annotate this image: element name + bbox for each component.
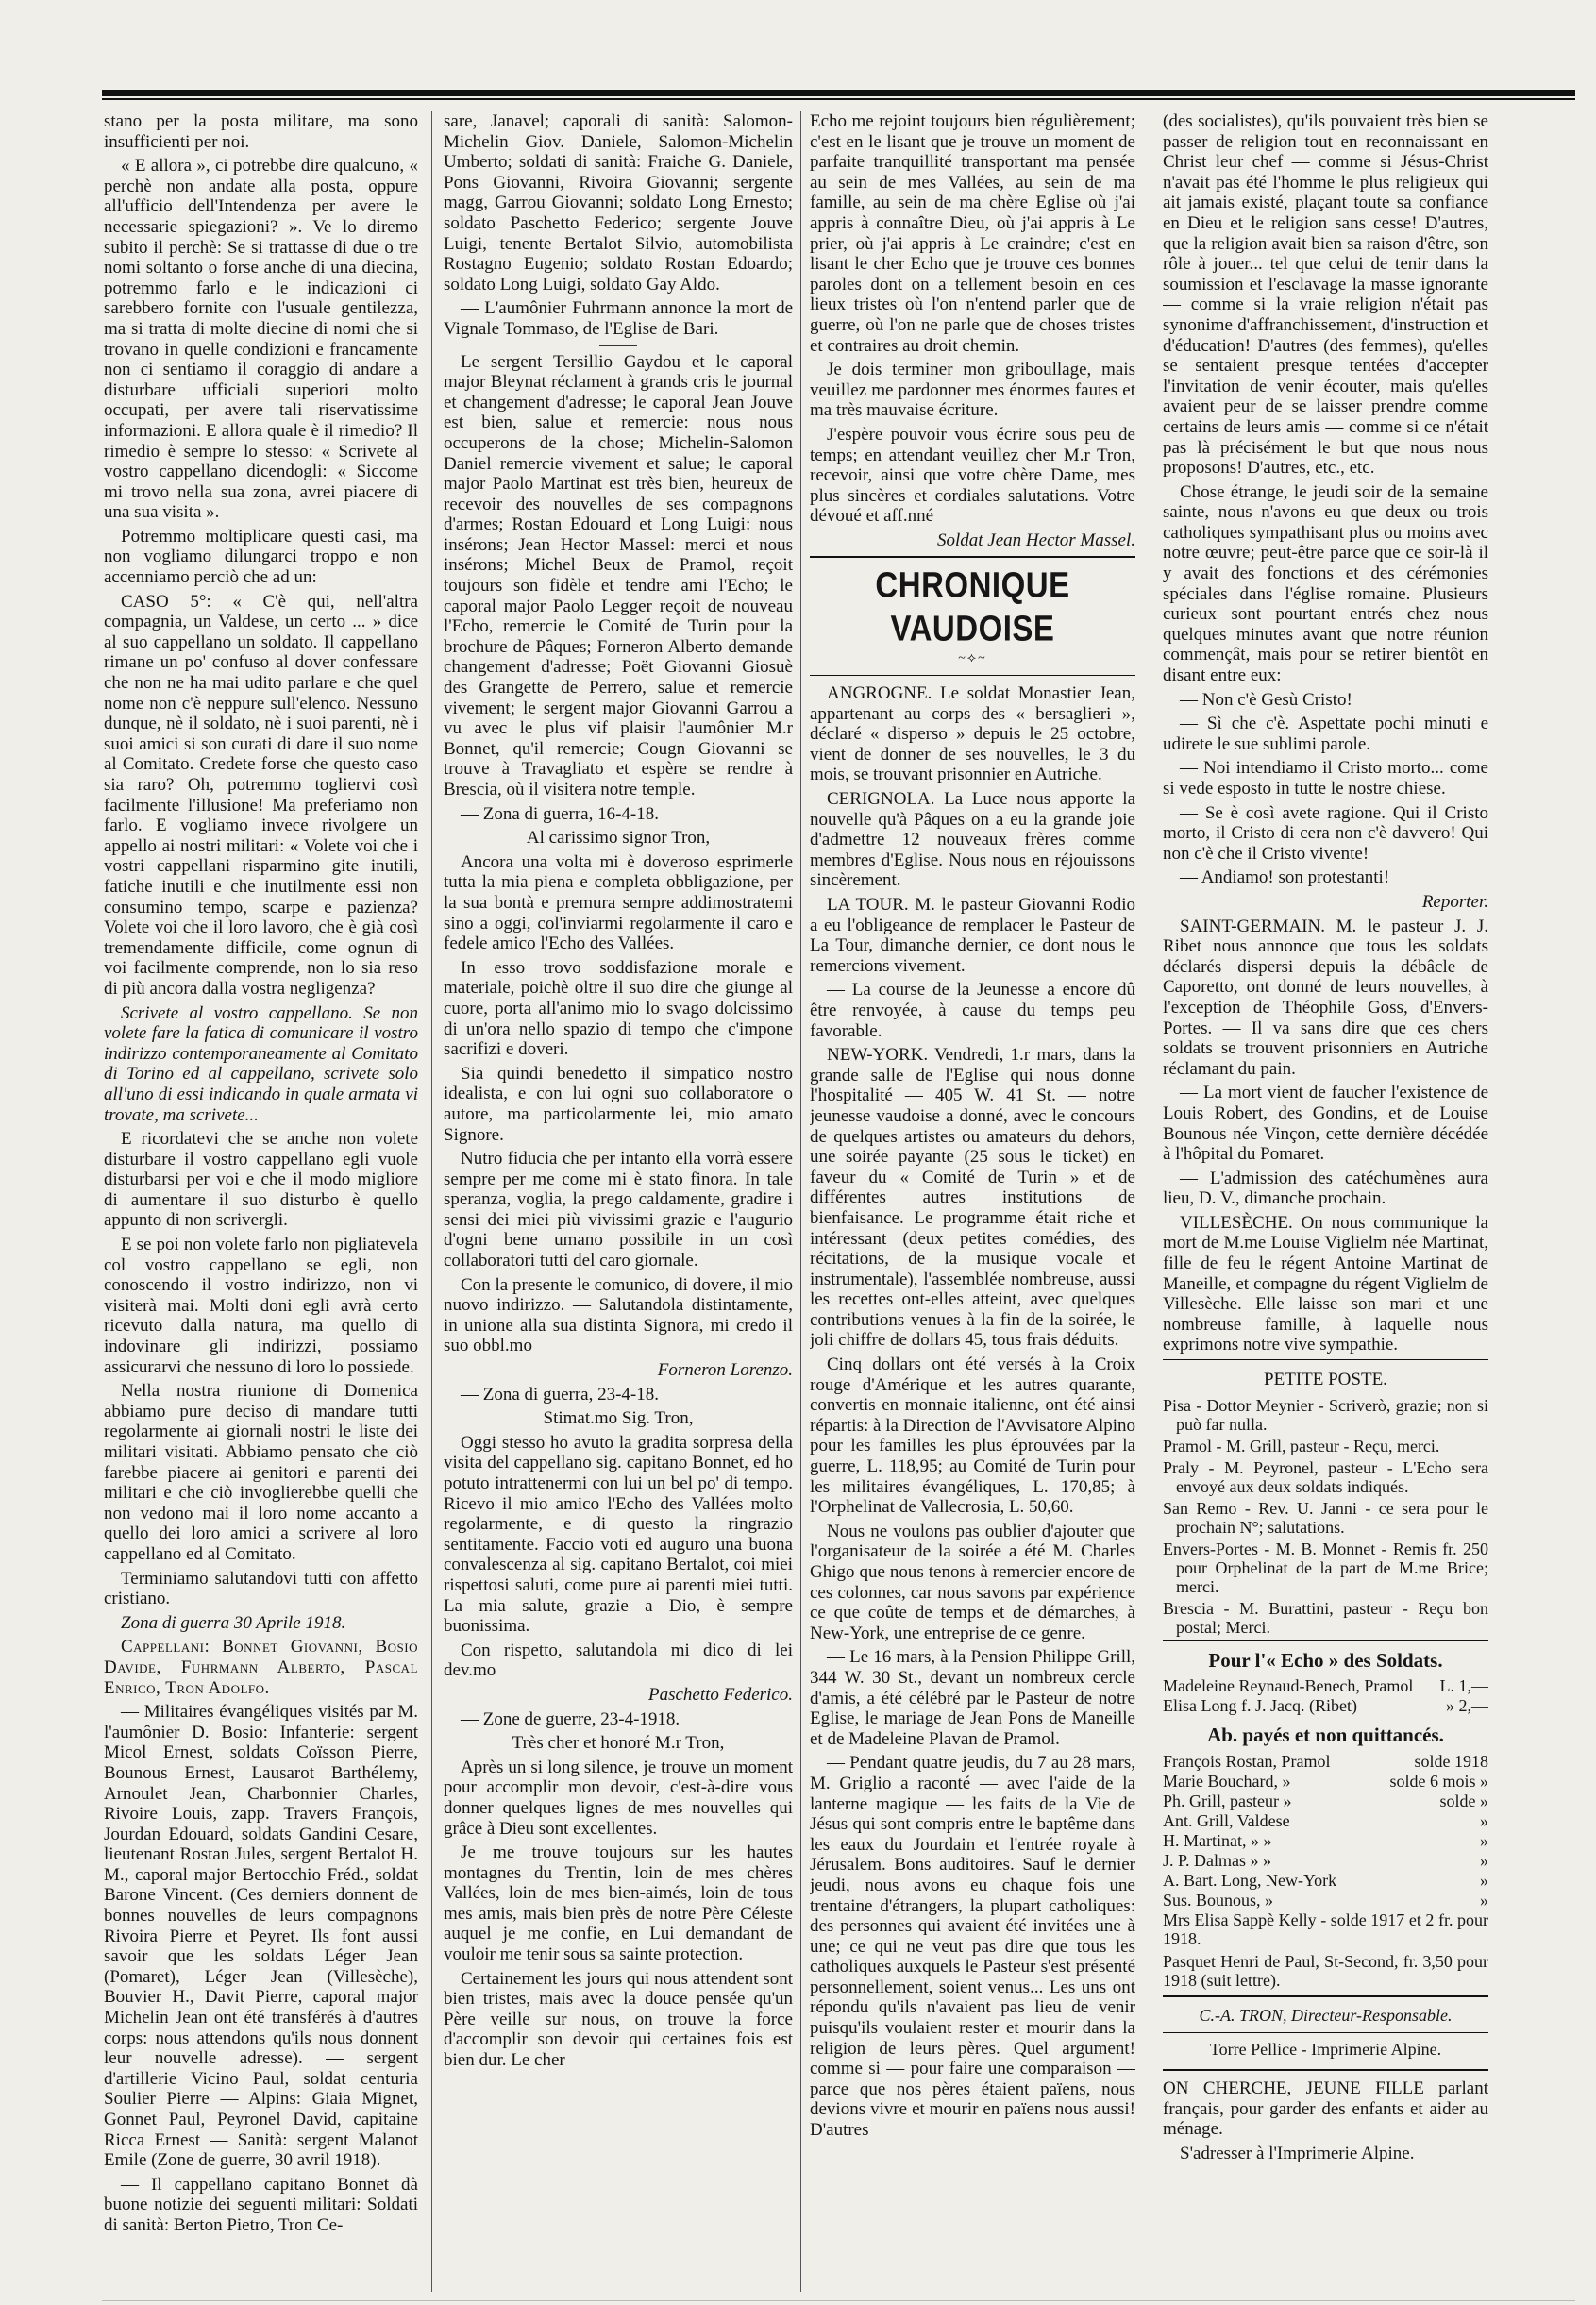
- paragraph: SAINT-GERMAIN. M. le pasteur J. J. Ribet nous annonce que tous les soldats déclarés dispersi depuis la débâcle de Caporetto, ont donné de leurs nouvelles, à l'exception de Théophile Goss, d'Envers-Portes. — Il va sans dire que ces chers soldats se trouvent prisonniers en Autriche réclamant du pain.: [1163, 916, 1488, 1079]
- list-item: Envers-Portes - M. B. Monnet - Remis fr. 250 pour Orphelinat de la part de M.me Brice; merci.: [1163, 1539, 1488, 1596]
- paragraph: — La course de la Jeunesse a encore dû être renvoyée, à cause du temps peu favorable.: [810, 980, 1135, 1041]
- paragraph: Oggi stesso ho avuto la gradita sorpresa della visita del cappellano sig. capitano Bonnet, ed ho potuto intrattenermi con lui un bel po' di tempo. Ricevo il mio amico l'Echo des Vallées molto regolarmente, e di questo la ringrazio sentitamente. Faccio voti ed auguro una buona convalescenza al sig. capitano Bertalot, coi miei rispettosi saluti, come pure ai parenti miei tutti. La mia salute, grazie a Dio, è sempre buonissima.: [444, 1432, 793, 1637]
- subscriber-note: »: [1480, 1890, 1488, 1910]
- subscriber-name: Marie Bouchard, »: [1163, 1771, 1291, 1791]
- paragraph: Nous ne voulons pas oublier d'ajouter que l'organisateur de la soirée a été M. Charles Ghigo que nous tenons à remercier encore de ces colonnes, car nous savons par expérience ce que coûte de temps et de démarches, à New-York, une entreprise de ce genre.: [810, 1521, 1135, 1643]
- subscriber-name: Ph. Grill, pasteur »: [1163, 1791, 1292, 1810]
- paragraph: ANGROGNE. Le soldat Monastier Jean, appartenant au corps des « bersaglieri », déclaré « disperso » depuis le 25 octobre, vient de donner de ses nouvelles, le 3 du mois, se trouvant prisonnier en Autriche.: [810, 683, 1135, 785]
- column-divider: [800, 111, 801, 2292]
- paragraph: Après un si long silence, je trouve un moment pour accomplir mon devoir, c'est-à-dire vous donner quelques lignes de mes nouvelles qui grâce à Dieu sont excellentes.: [444, 1757, 793, 1839]
- petite-poste-list: [1163, 1396, 1488, 1637]
- paragraph: Scrivete al vostro cappellano. Se non volete fare la fatica di comunicare il vostro indirizzo contemporaneamente al Comitato di Torino ed al cappellano, scrivete solo all'uno di essi indicando in quale armata vi trovate, ma scrivete...: [104, 1002, 418, 1125]
- dialogue-line: — Sì che c'è. Aspettate pochi minuti e udirete le sue sublimi parole.: [1163, 714, 1488, 754]
- salutation: Très cher et honoré M.r Tron,: [512, 1733, 725, 1754]
- list-item: [1163, 1696, 1488, 1716]
- paragraph: — Pendant quatre jeudis, du 7 au 28 mars, M. Griglio a raconté — avec l'aide de la lanterne magique — les faits de la Vie de Jésus qui sont compris entre le baptême dans les eaux du Jourdain et l'entrée royale à Jérusalem. Bons auditoires. Sauf le dernier jeudi, nous avons eu chaque fois une trentaine d'étrangers, la plupart catholiques: des personnes qui avaient été invitées une à une; ce qui ne veut pas dire que tous les catholiques auxquels le Pasteur s'est présenté personnellement, soient venus... Les uns ont répondu qu'ils n'avaient pas lieu de venir puisqu'ils voulaient rester et mourir dans la religion de leurs pères. Quel argument! comme si — pour faire une comparaison — parce que nos pères étaient païens, nous devions vivre et mourir en païens nous aussi! D'autres: [810, 1753, 1135, 2141]
- ornament-icon: ~⟡~: [958, 651, 987, 666]
- separator: [1163, 1640, 1488, 1641]
- column-3: [810, 111, 1135, 2292]
- list-item: [1163, 1871, 1488, 1891]
- dateline: — Zona di guerra, 16-4-18.: [461, 803, 659, 824]
- subscriber-note: solde 1918: [1414, 1751, 1488, 1771]
- subscriber-note: solde 6 mois »: [1389, 1771, 1488, 1791]
- chronique-header: [810, 556, 1135, 676]
- paragraph: In esso trovo soddisfazione morale e materiale, poichè oltre il suo dire che giunge al cuore, porta all'animo mio lo svago dolcissimo di un'ora nello spazio di tempo che c'impone sacrifizi e doveri.: [444, 957, 793, 1060]
- paragraph: stano per la posta militare, ma sono insufficienti per noi.: [104, 111, 418, 152]
- list-item: [1163, 1831, 1488, 1851]
- dateline: Zona di guerra 30 Aprile 1918.: [121, 1612, 346, 1633]
- dialogue-line: — Noi intendiamo il Cristo morto... come si vede esposto in tutte le nostre chiese.: [1163, 758, 1488, 799]
- column-divider: [431, 111, 432, 2292]
- header-rule-thick: [102, 90, 1575, 96]
- separator: [1163, 1359, 1488, 1360]
- paragraph: — Il cappellano capitano Bonnet dà buone notizie dei seguenti militari: Soldati di sanità: Berton Pietro, Tron Ce-: [104, 2174, 418, 2235]
- donor-name: Elisa Long f. J. Jacq. (Ribet): [1163, 1696, 1357, 1716]
- donor-amount: L. 1,—: [1439, 1676, 1488, 1696]
- paragraph: Con la presente le comunico, di dovere, il mio nuovo indirizzo. — Salutandola distintamente, in unione alla sua distinta Signora, mi credo il suo obbl.mo: [444, 1274, 793, 1356]
- list-item: San Remo - Rev. U. Janni - ce sera pour le prochain N°; salutations.: [1163, 1498, 1488, 1537]
- paragraph: Chose étrange, le jeudi soir de la semaine sainte, nous n'avons eu que deux ou trois catholiques sympathisant plus ou moins avec notre œuvre; peut-être parce que ce soir-là il y avait des fonctions et des cérémonies spéciales dans l'église romaine. Plusieurs curieux sont pourtant entrés chez nous quelques minutes avant que notre réunion commençât, mais pour se retirer bientôt en disant entre eux:: [1163, 481, 1488, 686]
- paragraph: (des socialistes), qu'ils pouvaient très bien se passer de religion tout en reconnaissant en Christ leur chef — comme si Jésus-Christ n'avait pas été l'homme le plus religieux qui ait jamais existé, plaçant toute sa confiance en Dieu et le religion sans cesse! D'autres, que la religion avait bien sa raison d'être, son rôle à jouer... tel que celui de tenir dans la soumission et l'esclavage la masse ignorante — comme si la vraie religion n'était pas synonime d'affranchissement, d'instruction et d'éducation! D'autres (des femmes), qu'elles se sentaient presque tentées d'accepter l'invitation de venir écouter, mais qu'elles avaient peur de se laisser prendre comme certains de leurs amis — comme si ce n'était pas là précisément le but que nous nous proposons! D'autres, etc., etc.: [1163, 111, 1488, 479]
- dateline: — Zona di guerra, 23-4-18.: [461, 1384, 659, 1405]
- paragraph: Certainement les jours qui nous attendent sont bien tristes, mais avec la douce pensée qu'un Père veille sur nous, on trouve la force d'accomplir son devoir qui certaines fois est bien dur. Le cher: [444, 1968, 793, 2071]
- separator: [599, 345, 637, 346]
- subscriber-name: Sus. Bounous, »: [1163, 1890, 1274, 1910]
- dialogue-line: — Andiamo! son protestanti!: [1180, 867, 1390, 888]
- separator: [1163, 1995, 1488, 1997]
- subscriber-name: J. P. Dalmas » »: [1163, 1850, 1272, 1870]
- bottom-edge: [102, 2300, 1575, 2301]
- list-item: [1163, 1891, 1488, 1910]
- paragraph: Con rispetto, salutandola mi dico di lei dev.mo: [444, 1640, 793, 1681]
- paragraph: J'espère pouvoir vous écrire sous peu de temps; en attendant veuillez cher M.r Tron, recevoir, ainsi que votre chère Dame, mes plus sincères et cordiales salutations. Votre dévoué et aff.nné: [810, 424, 1135, 527]
- classified-contact: S'adresser à l'Imprimerie Alpine.: [1180, 2143, 1415, 2163]
- column-2: [444, 111, 793, 2292]
- list-item: Pramol - M. Grill, pasteur - Reçu, merci.: [1163, 1436, 1440, 1455]
- signature: Paschetto Federico.: [647, 1684, 793, 1705]
- paragraph: — L'aumônier Fuhrmann annonce la mort de Vignale Tommaso, de l'Eglise de Bari.: [444, 298, 793, 339]
- list-item: [1163, 1851, 1488, 1871]
- separator: [1163, 2069, 1488, 2071]
- signature: Soldat Jean Hector Massel.: [936, 530, 1135, 550]
- subscriber-note: »: [1480, 1870, 1488, 1890]
- list-item: Pasquet Henri de Paul, St-Second, fr. 3,50 pour 1918 (suit lettre).: [1163, 1951, 1488, 1990]
- list-item: [1163, 1792, 1488, 1811]
- signature: Reporter.: [1421, 891, 1488, 912]
- paragraph: Cinq dollars ont été versés à la Croix rouge d'Amérique et les autres quarante, convertis en monnaie italienne, ont été ainsi répartis: à la Direction de l'Avvisatore Alpino pour les familles les plus éprouvées par la guerre, L. 118,95; au Comité de Turin pour les militaires évangéliques, L. 170,85; à l'Orphelinat de Vallecrosia, L. 50,60.: [810, 1354, 1135, 1518]
- header-rule-thin: [102, 98, 1575, 100]
- paragraph: NEW-YORK. Vendredi, 1.r mars, dans la grande salle de l'Eglise qui nous donne l'hospitalité — 405 W. 41 St. — notre jeunesse vaudoise a donné, avec le concours de quelques artistes ou amateurs du dehors, une soirée payante (25 sous le ticket) en faveur du « Comité de Turin » et de différentes autres institutions de bienfaisance. Le programme était riche et intéressant (deux petites comédies, des récitations, de la musique vocale et instrumentale), l'assemblée nombreuse, aussi les recettes ont-elles atteint, avec quelques contributions venues à la fin de la soirée, le joli chiffre de dollars 45, tous frais déduits.: [810, 1045, 1135, 1351]
- subscriber-note: »: [1480, 1850, 1488, 1870]
- paragraph: Je me trouve toujours sur les hautes montagnes du Trentin, loin de mes chères Vallées, loin de mes bien-aimés, loin de tous mes amis, mais bien près de notre Père Céleste auquel je me confie, en Lui demandant de vouloir me tenir sous sa sainte protection.: [444, 1842, 793, 1965]
- salutation: Al carissimo signor Tron,: [526, 828, 711, 849]
- dialogue-line: — Non c'è Gesù Cristo!: [1180, 689, 1352, 710]
- paragraph: Nutro fiducia che per intanto ella vorrà essere sempre per me come mi è stato finora. In tale speranza, voglia, la prego caldamente, gradire i sensi dei miei più vivissimi grazie e l'augurio d'ogni bene umano possibile in un così collaboratori tutti del caro giornale.: [444, 1149, 793, 1271]
- paragraph: Le sergent Tersillio Gaydou et le caporal major Bleynat réclament à grands cris le journal et changement d'adresse; le caporal Jean Jouve est bien, salue et remercie: nous nous occuperons de la chose; Michelin-Salomon Daniel remercie vivement et salue; le caporal major Paolo Martinat est très bien, heureux de recevoir des nouvelles de ses compagnons d'armes; Rostan Edouard et Long Luigi: nous insérons; Jean Hector Massel: merci et nous insérons; Michel Beux de Pramol, reçoit toujours son fidèle et tendre ami l'Echo; le caporal major Paolo Legger reçoit de nouveau l'Echo, remercie le Comité de Turin pour la brochure de Pâques; Forneron Alberto demande changement d'adresse; Poët Giovanni Giosuè des Grangette de Perrero, salue et remercie vivement; le sergent major Giovanni Garrou a vu avec le plus vif plaisir l'aumônier M.r Bonnet, qu'il remercie; Cougn Giovanni se trouve à Travagliato et espère se rendre à Brescia, où il visitera notre temple.: [444, 351, 793, 799]
- paragraph: E se poi non volete farlo non pigliatevela col vostro cappellano se egli, non conoscendo il vostro indirizzo, non vi visiterà mai. Molti doni egli avrà certo ricevuto dalla natura, ma quello di indovinare gli indirizzi, possiamo assicurarvi che nessuno di loro lo possiede.: [104, 1235, 418, 1377]
- list-item: Brescia - M. Burattini, pasteur - Reçu bon postal; Merci.: [1163, 1598, 1488, 1637]
- list-item: Pisa - Dottor Meynier - Scriverò, grazie; non si può far nulla.: [1163, 1395, 1488, 1434]
- list-item: [1163, 1772, 1488, 1792]
- pour-echo-title: Pour l'« Echo » des Soldats.: [1208, 1648, 1443, 1672]
- list-item: [1163, 1811, 1488, 1831]
- subscriber-name: Ant. Grill, Valdese: [1163, 1810, 1290, 1830]
- column-1: [104, 111, 418, 2292]
- paragraph: Potremmo moltiplicare questi casi, ma non vogliamo dilungarci troppo e non accenniamo perciò che ad un:: [104, 526, 418, 588]
- list-item: Praly - M. Peyronel, pasteur - L'Echo sera envoyé aux deux soldats indiqués.: [1163, 1457, 1488, 1496]
- paragraph: Je dois terminer mon griboullage, mais veuillez me pardonner mes énormes fautes et ma très mauvaise écriture.: [810, 360, 1135, 421]
- dateline: — Zone de guerre, 23-4-1918.: [461, 1708, 680, 1729]
- petite-poste-title: PETITE POSTE.: [1264, 1370, 1387, 1390]
- dialogue-line: — Se è così avete ragione. Qui il Cristo morto, il Cristo di cera non c'è davvero! Qui non c'è che il Cristo vivente!: [1163, 802, 1488, 864]
- paragraph: Ancora una volta mi è doveroso esprimerle tutta la mia piena e completa obbligazione, per la sua bontà e premura sempre addimostratemi sino a oggi, col'inviarmi regolarmente il caro e fedele amico l'Echo des Vallées.: [444, 851, 793, 954]
- salutation: Stimat.mo Sig. Tron,: [543, 1408, 694, 1429]
- paragraph: Terminiamo salutandovi tutti con affetto cristiano.: [104, 1568, 418, 1609]
- signature: Forneron Lorenzo.: [657, 1360, 793, 1381]
- paragraph: — Militaires évangéliques visités par M. l'aumônier D. Bosio: Infanterie: sergent Micol Ernest, soldats Coïsson Pierre, Bounous Ernest, Lausarot Barthélemy, Arnoulet Jean, Charbonnier Charles, Rivoire Louis, zapp. Travers François, Jourdan Edouard, soldats Gandini Cesare, lieutenant Rostan Jules, sergent Bertalot H. M., caporal major Bertocchio Fréd., soldat Barone Vincent. (Ces derniers donnent de bonnes nouvelles de leurs compagnons Rivoira Pierre et Peyret. Ils font aussi savoir que les soldats Léger Jean (Pomaret), Léger Jean (Villesèche), Bouvier H., Davit Pierre, caporal major Michelin Jean ont été transférés à d'autres corps: nous attendons qu'ils nous donnent leur nouvelle adresse). — sergent d'artillerie Vicino Paul, soldat centuria Soulier Pierre — Alpins: Giaia Mignet, Gonnet Paul, Peyronel David, capitaine Ricca Ernest — Sanità: sergent Malanot Emile (Zone de guerre, 30 avril 1918).: [104, 1702, 418, 2171]
- paragraph: sare, Janavel; caporali di sanità: Salomon-Michelin Giov. Daniele, Salomon-Michelin Umberto; soldati di sanità: Fraiche G. Daniele, Pons Giovanni, Rivoira Giovanni; sergente magg, Garrou Giovanni; soldato Long Ernesto; soldato Paschetto Federico; sergente Jouve Luigi, tenente Bertalot Silvio, automobilista Rostagno Eugenio; soldato Rostan Edoardo; soldato Long Luigi, soldato Gay Aldo.: [444, 111, 793, 294]
- paragraph: — L'admission des catéchumènes aura lieu, D. V., dimanche prochain.: [1163, 1168, 1488, 1209]
- paragraph: « E allora », ci potrebbe dire qualcuno, « perchè non andate alla posta, oppure all'ufficio dell'Intendenza per avere le necessarie spiegazioni? ». Ve lo diremo subito il perchè: Se si trattasse di due o tre nomi soltanto o forse anche di una diecina, potremmo farlo e le indicazioni ci sarebbero fornite con l'usuale gentilezza, ma si tratta di molte diecine di nomi che si trovano in quelle condizioni e francamente non ci sentiamo il coraggio di andare a disturbare ufficiali superiori molto occupati, per avere tali riservatissime informazioni. E allora quale è il rimedio? Il rimedio è sempre lo stesso: « Scrivete al vostro cappellano dicendogli: « Siccome mi trovo nella sua zona, avrei piacere di una sua visita ».: [104, 156, 418, 523]
- column-4: [1163, 111, 1488, 2292]
- subscriber-name: François Rostan, Pramol: [1163, 1751, 1331, 1771]
- printer-line: Torre Pellice - Imprimerie Alpine.: [1209, 2040, 1442, 2060]
- paragraph: — Le 16 mars, à la Pension Philippe Grill, 344 W. 30 St., devant un nombreux cercle d'amis, a été célébré par le Pasteur de notre Eglise, le mariage de Jean Pons de Maneille et de Madeleine Plavan de Pramol.: [810, 1647, 1135, 1749]
- paragraph: Sia quindi benedetto il simpatico nostro idealista, e con lui ogni suo collaboratore o autore, ma particolarmente lei, mio amato Signore.: [444, 1063, 793, 1145]
- classified-ad: ON CHERCHE, JEUNE FILLE parlant français, pour garder des enfants et aider au ménage.: [1163, 2078, 1488, 2140]
- director-line: C.-A. TRON, Directeur-Responsable.: [1199, 2005, 1453, 2025]
- donor-amount: » 2,—: [1446, 1696, 1488, 1716]
- subscriber-note: »: [1480, 1830, 1488, 1850]
- list-item: Mrs Elisa Sappè Kelly - solde 1917 et 2 fr. pour 1918.: [1163, 1910, 1488, 1948]
- list-item: [1163, 1676, 1488, 1696]
- subscriber-note: »: [1480, 1810, 1488, 1830]
- donor-name: Madeleine Reynaud-Benech, Pramol: [1163, 1676, 1414, 1696]
- chronique-title: CHRONIQUE VAUDOISE: [875, 564, 1070, 649]
- paragraph: CASO 5°: « C'è qui, nell'altra compagnia, un Valdese, un certo ... » dice al suo cappellano un soldato. Il cappellano rimane un po' confuso al dover confessare che non ne ha mai udito parlare e che quel nome non c'è neppure sull'elenco. Nessuno dunque, nè il soldato, nè i suoi parenti, nè i suoi amici si son curati di dare il suo nome al Comitato. Credete forse che questo caso sia raro? Oh, potremmo togliervi così facilmente l'illusione! Ma preferiamo non farlo. E vogliamo invece rivolgere un appello ai nostri militari: « Volete voi che i vostri cappellani risparmino gite inutili, fatiche inutili e che inutilmente essi non consumino tempo, scarpe e pazienza? Volete voi che il loro lavoro, che è già così tremendamente difficile, come ognun di voi facilmente comprende, non lo sia reso di più ancora dalla vostra negligenza?: [104, 591, 418, 999]
- paragraph: Nella nostra riunione di Domenica abbiamo pure deciso di mandare tutti regolarmente ai giornali nostri le liste dei militari visitati. Abbiamo pensato che ciò farebbe piacere ai genitori e parenti dei militari e che ciò invoglierebbe quelli che non vedono mai il loro nome accanto a quello dei loro amici a scrivere al loro cappellano ed al Comitato.: [104, 1381, 418, 1564]
- subscriber-name: A. Bart. Long, New-York: [1163, 1870, 1337, 1890]
- paragraph: — La mort vient de faucher l'existence de Louis Robert, des Gondins, et de Louise Bounous née Vinçon, cette dernière décédée à l'hôpital du Pomaret.: [1163, 1083, 1488, 1165]
- list-item: [1163, 1752, 1488, 1772]
- paragraph: Echo me rejoint toujours bien régulièrement; c'est en le lisant que je trouve un moment de parfaite tranquillité transportant ma pensée au sein de mes Vallées, au sein de ma famille, au sein de ma chère Eglise où j'ai appris à connaître Dieu, où j'ai appris à Le prier, où j'ai appris à Le craindre; c'est en lisant le cher Echo que je trouve ces bonnes paroles dont on a tellement besoin en ces lieux tristes où l'on n'entend parler que de guerre, où l'on ne parle que de choses tristes et contraires au droit chemin.: [810, 111, 1135, 356]
- separator: [1163, 2032, 1488, 2033]
- subscriber-name: H. Martinat, » »: [1163, 1830, 1272, 1850]
- paragraph: LA TOUR. M. le pasteur Giovanni Rodio a eu l'obligeance de remplacer le Pasteur de La Tour, dimanche dernier, ce dont nous le remercions vivement.: [810, 895, 1135, 976]
- subscriber-note: solde »: [1439, 1791, 1488, 1810]
- abonnements-title: Ab. payés et non quittancés.: [1207, 1724, 1444, 1747]
- paragraph: CERIGNOLA. La Luce nous apporte la nouvelle qu'à Pâques on a eu la grande joie d'admettre 12 nouveaux frères comme membres d'Eglise. Nous nous en réjouissons sincèrement.: [810, 789, 1135, 891]
- paragraph: E ricordatevi che se anche non volete disturbare il vostro cappellano egli vuole disturbarsi per voi e che il modo migliore di aumentare il suo disturbo è quello appunto di non scrivergli.: [104, 1129, 418, 1231]
- paragraph: VILLESÈCHE. On nous communique la mort de M.me Louise Viglielm née Martinat, fille de feu le régent Antoine Martinat de Maneille, et compagne du régent Viglielm de Villesèche. Elle laisse son mari et une nombreuse famille, à laquelle nous exprimons notre vive sympathie.: [1163, 1212, 1488, 1355]
- signatories: Cappellani: Bonnet Giovanni, Bosio Davide, Fuhrmann Alberto, Pascal Enrico, Tron Adolfo.: [104, 1637, 418, 1698]
